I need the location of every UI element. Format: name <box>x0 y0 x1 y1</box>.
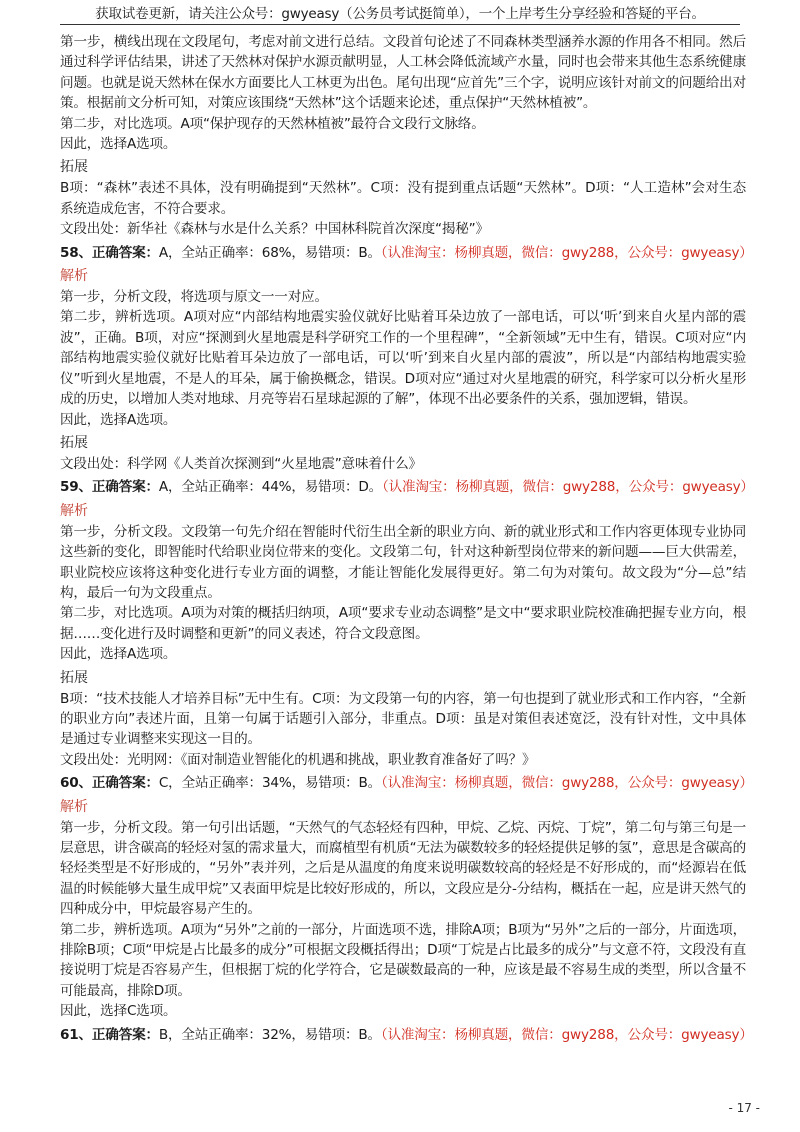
source-citation: 文段出处：新华社《森林与水是什么关系？中国林科院首次深度“揭秘”》 <box>60 221 489 238</box>
extension-label: 拓展 <box>60 159 88 176</box>
extension-label: 拓展 <box>60 669 88 686</box>
paragraph: 第二步，辨析选项。A项对应“内部结构地震实验仪就好比贴着耳朵边放了一部电话，可以‘听’到来自火星内部的震波”，正确。B项，对应“探测到火星地震是科学研究工作的一个里程碑”，“全新领域”无中生有，错误。C项对应“内部结构地震实验仪就好比贴着耳朵边放了一部电话，可以‘听’到来自火星内部的震波”，所以是“内部结构地震实验仪”听到火星地震，不是人的耳朵，属于偷换概念，错误。D项对应“通过对火星地震的研究，科学家可以分析火星形成的历史，以增加人类对地球、月亮等岩石星球起源的了解”，体现不出必要条件的关系，强加逻辑，错误。 <box>60 309 746 408</box>
source-citation: 文段出处：光明网：《面对制造业智能化的机遇和挑战，职业教育准备好了吗？》 <box>60 751 536 768</box>
paragraph: 第二步，辨析选项。A项为“另外”之前的一部分，片面选项不选，排除A项；B项为“另外”之后的一部分，片面选项，排除B项；C项“甲烷是占比最多的成分”可根据文段概括得出；D项“丁烷是占比最多的成分”与文意不符，文段没有直接说明丁烷是否容易产生，但根据丁烷的化学符合，它是碳数最高的一种，应该是最不容易生成的类型，所以含量不可能最高，排除D项。 <box>60 921 746 999</box>
paragraph: B项：“技术技能人才培养目标”无中生有。C项：为文段第一句的内容，第一句也提到了就业形式和工作内容，“全新的职业方向”表述片面，且第一句属于话题引入部分，非重点。D项：虽是对策但表述宽泛，没有针对性，文中具体是通过专业调整来实现这一目的。 <box>60 690 746 748</box>
paragraph: B项：“森林”表述不具体，没有明确提到“天然林”。C项：没有提到重点话题“天然林”。D项：“人工造林”会对生态系统造成危害，不符合要求。 <box>60 180 746 217</box>
analysis-label: 解析 <box>60 798 88 815</box>
page-number: - 17 - <box>728 1101 760 1115</box>
answer-line-60: 60、正确答案：C，全站正确率：34%，易错项：B。（认准淘宝：杨柳真题，微信：gwy288，公众号：gwyeasy） <box>60 775 753 792</box>
paragraph: 第二步，对比选项。A项“保护现存的天然林植被”最符合文段行文脉络。 <box>60 115 485 132</box>
page-header: 获取试卷更新，请关注公众号：gwyeasy（公务员考试挺简单），一个上岸考生分享经验和答疑的平台。 <box>95 6 705 22</box>
paragraph: 第二步，对比选项。A项为对策的概括归纳项，A项“要求专业动态调整”是文中“要求职业院校准确把握专业方向，根据……变化进行及时调整和更新”的同义表述，符合文段意图。 <box>60 605 746 642</box>
answer-line-59: 59、正确答案：A，全站正确率：44%，易错项：D。（认准淘宝：杨柳真题，微信：gwy288，公众号：gwyeasy） <box>60 479 754 496</box>
paragraph: 因此，选择A选项。 <box>60 136 177 153</box>
page-content <box>60 32 754 1045</box>
paragraph: 因此，选择C选项。 <box>60 1003 177 1020</box>
extension-label: 拓展 <box>60 434 88 451</box>
header-divider <box>60 24 740 25</box>
analysis-label: 解析 <box>60 502 88 519</box>
paragraph: 第一步，分析文段。文段第一句先介绍在智能时代衍生出全新的职业方向、新的就业形式和工作内容更体现专业协同这些新的变化，即智能时代给职业岗位带来的变化。文段第二句，针对这种新型岗位带来的新问题——巨大供需差，职业院校应该将这种变化进行专业方面的调整，才能让智能化发展得更好。第二句为对策句。故文段为“分—总”结构，最后一句为文段重点。 <box>60 523 746 601</box>
paragraph: 第一步，分析文段。第一句引出话题，“天然气的气态轻烃有四种，甲烷、乙烷、丙烷、丁烷”，第二句与第三句是一层意思，讲含碳高的轻烃对氢的需求量大，而腐植型有机质“无法为碳数较多的轻烃提供足够的氢”，意思是含碳高的轻烃类型是不好形成的，“另外”表并列，之后是从温度的角度来说明碳数较高的轻烃是不好形成的，而“烃源岩在低温的时候能够大量生成甲烷”又表面甲烷是比较好形成的，所以，文段应是分-分结构，概括在一起，应是讲天然气的四种成分中，甲烷最容易产生的。 <box>60 819 746 918</box>
answer-line-61: 61、正确答案：B，全站正确率：32%，易错项：B。（认准淘宝：杨柳真题，微信：gwy288，公众号：gwyeasy） <box>60 1026 753 1043</box>
paragraph: 因此，选择A选项。 <box>60 646 177 663</box>
answer-line-58: 58、正确答案：A，全站正确率：68%，易错项：B。（认准淘宝：杨柳真题，微信：gwy288，公众号：gwyeasy） <box>60 244 753 261</box>
paragraph: 第一步，横线出现在文段尾句，考虑对前文进行总结。文段首句论述了不同森林类型涵养水源的作用各不相同。然后通过科学评估结果，讲述了天然林对保护水源贡献明显，人工林会降低流域产水量，同时也会带来其他生态系统健康问题。也就是说天然林在保水方面要比人工林更为出色。尾句出现“应首先”三个字，说明应该针对前文的问题给出对策。根据前文分析可知，对策应该围绕“天然林”这个话题来论述，重点保护“天然林植被”。 <box>60 34 746 112</box>
paragraph: 因此，选择A选项。 <box>60 411 177 428</box>
source-citation: 文段出处：科学网《人类首次探测到“火星地震”意味着什么》 <box>60 455 422 472</box>
analysis-label: 解析 <box>60 268 88 285</box>
paragraph: 第一步，分析文段，将选项与原文一一对应。 <box>60 289 328 306</box>
